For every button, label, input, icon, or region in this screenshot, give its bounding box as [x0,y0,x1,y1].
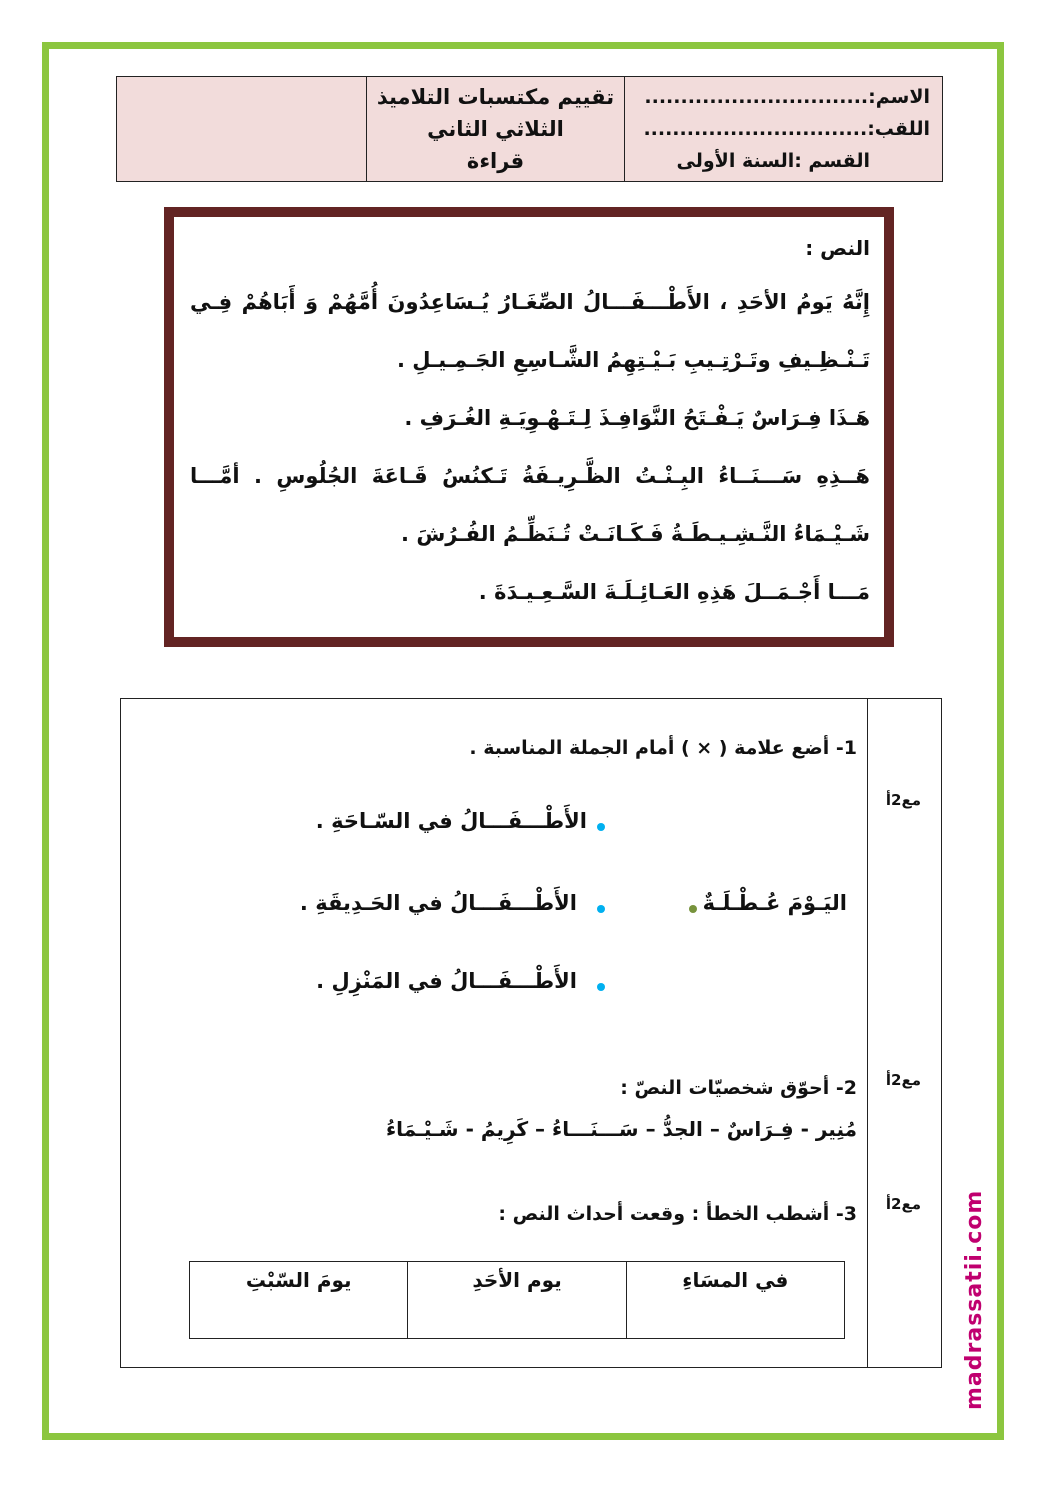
site-watermark: madrassatii.com [962,1189,987,1410]
q3-option-saturday[interactable]: يومَ السّبْتِ [245,1268,352,1292]
header-title-cell [367,77,625,181]
q1-statement: اليَـوْمَ عُـطْـلَـةٌ [702,891,847,915]
header-table [116,76,943,182]
question-1-title: 1- أضع علامة ( × ) أمام الجملة المناسبة . [469,737,857,759]
text-line: تَـنْـظِـيفِ وتَـرْتِـيبِ بَـيْـتِهِمُ الشَّـاسِعِ الجَـمِـيـلِ . [397,348,870,372]
q3-options-table [189,1261,845,1339]
text-line: هَـذَا فِـرَاسٌ يَـفْـتَحُ النَّوَافِـذَ لِـتَـهْـوِيَـةِ الغُـرَفِ . [404,406,870,430]
bullet-icon [597,983,605,991]
name-field: الاسم:............................... [644,86,930,108]
q3-option-sunday[interactable]: يوم الأحَدِ [407,1262,625,1338]
text-label: النص : [805,236,870,260]
text-line: مَـــا أَجْـمَــلَ هَذِهِ العَـائِـلَـةَ السَّـعِـيـدَةَ . [478,580,870,604]
q1-option-3[interactable]: الأَطْـــفَـــالُ في المَنْزِلِ . [316,969,577,993]
q1-option-2[interactable]: الأَطْـــفَـــالُ في الحَـدِيقَةِ . [299,891,577,915]
bullet-icon [689,905,697,913]
score-column [868,699,941,1367]
score-q2: مع2أ [885,1071,921,1089]
header-empty-cell [117,77,367,181]
text-line: هَــذِهِ سَـــنَــاءُ البِـنْـتُ الظَّـرِيـفَةُ تَـكنُسُ قَـاعَةَ الجُلُوسِ . أمَّـــا [190,464,870,488]
question-2-title: 2- أحوّق شخصيّات النصّ : [620,1077,857,1099]
assessment-title: تقييم مكتسبات التلاميذ [376,85,615,109]
bullet-icon [597,905,605,913]
subject-title: قراءة [466,149,525,173]
text-line: إِنَّهُ يَومُ الأحَدِ ، الأَطْـــفَـــالُ الصِّغَـارُ يُـسَاعِدُونَ أُمَّهُمْ وَ أَبَاهُمْ فِـي [190,290,870,314]
student-info-cell [625,77,942,181]
class-field: القسم :السنة الأولى [676,150,870,172]
q3-option-evening[interactable]: في المسَاءِ [626,1262,844,1338]
questions-box [120,698,942,1368]
reading-text-box [164,207,894,647]
questions-area [121,699,868,1367]
term-title: الثلاثي الثاني [427,117,564,141]
surname-field: اللقب:............................... [643,118,930,140]
question-3-title: 3- أشطب الخطأ : وقعت أحداث النص : [498,1203,857,1225]
bullet-icon [597,823,605,831]
score-q1: مع2أ [885,791,921,809]
q2-names[interactable]: مُنِير - فِـرَاسٌ – الجدُّ – سَـــنَـــاءُ – كَرِيمُ - شَـيْـمَاءُ [385,1117,857,1141]
score-q3: مع2أ [885,1195,921,1213]
q1-option-1[interactable]: الأَطْـــفَـــالُ في السّـاحَةِ . [315,809,587,833]
text-line: شَـيْـمَاءُ النَّـشِـيـطَـةُ فَـكَـانَـتْ تُـنَظِّـمُ الفُـرُشَ . [401,522,870,546]
